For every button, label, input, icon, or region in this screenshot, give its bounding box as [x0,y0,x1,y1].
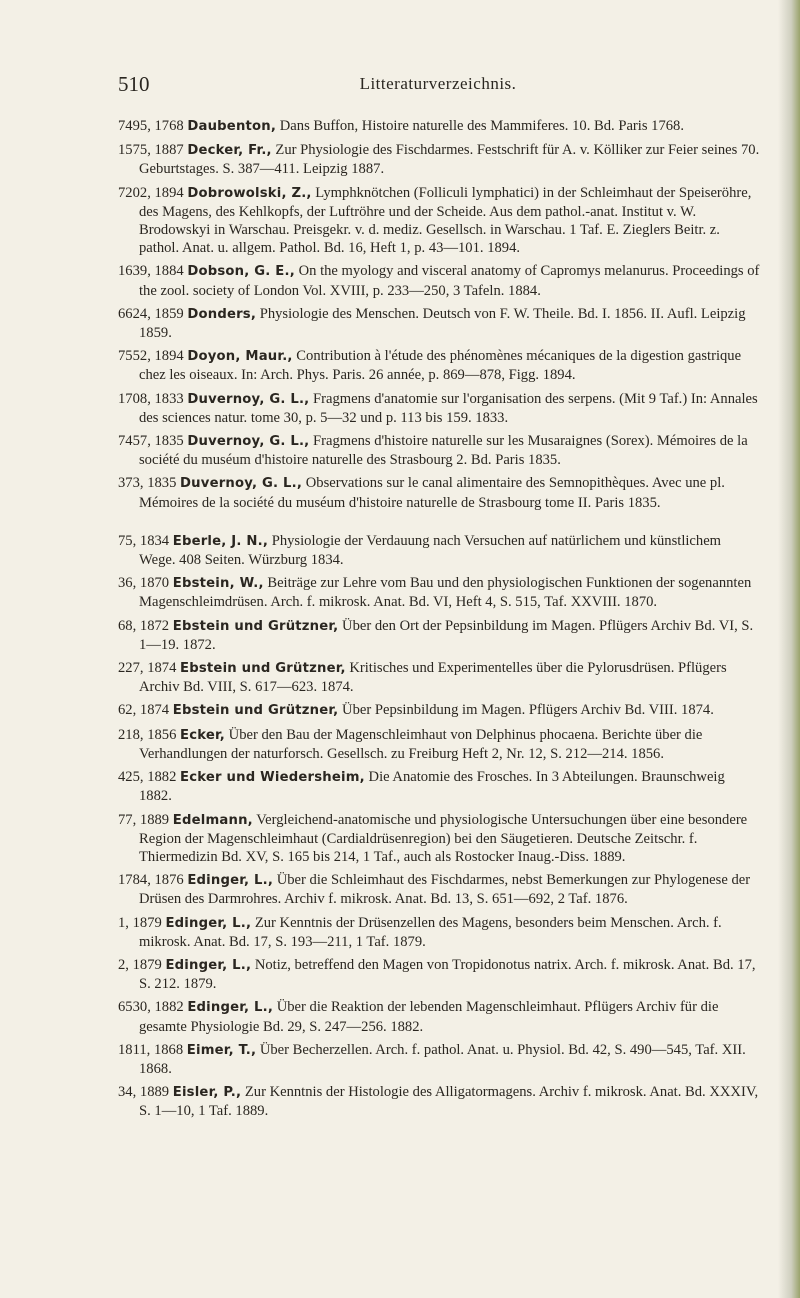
entry-number: 1784, 1876 [118,872,184,889]
entry-number: 227, 1874 [118,660,177,677]
bibliography-entry [118,956,760,993]
entry-text: Über den Ort der Pepsinbildung im Magen. Pflügers Archiv Bd. VI, S. 1—19. 1872. [139,617,754,653]
entry-number: 7202, 1894 [118,184,184,201]
bibliography-entry [118,532,760,569]
entry-author: Duvernoy, G. L., [180,476,303,492]
entry-author: Daubenton, [187,119,277,134]
entry-text: Zur Kenntnis der Histologie des Alligatormagens. Archiv f. mikrosk. Anat. Bd. XXXIV, S. 1—10, 1 Taf. 1889. [139,1084,759,1120]
entry-text: Notiz, betreffend den Magen von Tropidonotus natrix. Arch. f. mikrosk. Anat. Bd. 17, S. 212. 1879. [139,956,756,993]
entry-text: Die Anatomie des Frosches. In 3 Abteilungen. Braunschweig 1882. [139,769,725,805]
bibliography-entry [118,305,760,342]
entry-text: Beiträge zur Lehre vom Bau und den physiologischen Funktionen der sogenannten Magenschleimdrüsen. Arch. f. mikrosk. Anat. Bd. VI, Heft 4, S. 515, Taf. XXVIII. 1870. [139,575,752,611]
bibliography-entry [118,701,760,720]
entry-author: Duvernoy, G. L., [187,391,310,407]
entry-number: 36, 1870 [118,575,170,592]
bibliography-entry [118,262,760,299]
entry-author: Ebstein und Grützner, [172,703,339,719]
entry-number: 75, 1834 [118,532,170,549]
entry-author: Edinger, L., [165,915,252,931]
page-number: 510 [118,72,150,96]
entry-number: 1811, 1868 [118,1041,184,1058]
entry-number: 2, 1879 [118,956,162,973]
entry-text: Physiologie des Menschen. Deutsch von F. W. Theile. Bd. I. 1856. II. Aufl. Leipzig 1859. [139,305,746,342]
bibliography-entry [118,574,760,611]
entry-number: 1575, 1887 [118,142,184,159]
entry-text: Fragmens d'anatomie sur l'organisation des serpens. (Mit 9 Taf.) In: Annales des sciences natur. tome 30, p. 5—32 und p. 113 bis 159. 1833. [139,390,758,426]
entry-number: 7457, 1835 [118,433,184,450]
entry-author: Edelmann, [172,812,253,828]
entry-number: 7552, 1894 [118,348,184,365]
entry-text: Contribution à l'étude des phénomènes mécaniques de la digestion gastrique chez les oiseaux. In: Arch. Phys. Paris. 26 année, p. 869—878, Figg. 1894. [139,348,742,384]
bibliography-entry [118,390,760,427]
entry-text: Über Pepsinbildung im Magen. Pflügers Archiv Bd. VIII. 1874. [338,702,714,719]
entry-author: Dobrowolski, Z., [187,185,312,201]
entry-text: Fragmens d'histoire naturelle sur les Musaraignes (Sorex). Mémoires de la société du muséum d'histoire naturelle des Strasbourg 2. Bd. Paris 1835. [139,433,748,469]
entry-text: Über Becherzellen. Arch. f. pathol. Anat. u. Physiol. Bd. 42, S. 490—545, Taf. XII. 1868. [139,1041,746,1077]
page-header [118,72,758,96]
bibliography-entry [118,1041,760,1078]
entry-author: Ebstein und Grützner, [180,661,346,677]
bibliography-entry [118,811,760,867]
entry-text: Dans Buffon, Histoire naturelle des Mammiferes. 10. Bd. Paris 1768. [276,118,684,134]
entry-author: Edinger, L., [165,957,252,973]
entry-author: Eberle, J. N., [172,533,269,549]
entry-author: Donders, [187,306,257,322]
bibliography-entry [118,347,760,384]
entry-author: Ecker, [180,727,225,743]
bibliography-entry [118,184,760,258]
entry-number: 1708, 1833 [118,390,184,407]
entry-text: Über die Reaktion der lebenden Magenschleimhaut. Pflügers Archiv für die gesamte Physiologie Bd. 29, S. 247—256. 1882. [139,999,719,1035]
bibliography-entry [118,474,760,511]
entry-number: 373, 1835 [118,475,177,492]
entry-text: Lymphknötchen (Folliculi lymphatici) in der Schleimhaut der Speiseröhre, des Magens, des Kehlkopfs, der Luftröhre und der Scheide. Aus dem pathol.-anat. Institut v. W. Brodowskyi in Warschau. Preisgekr. v. d. mediz. Gesellsch. in Warschau. 1 Taf. E. Zieglers Beitr. z. pathol. Anat. u. allgem. Pathol. Bd. 16, Heft 1, p. 43—101. 1894. [139,184,752,257]
entry-text: Physiologie der Verdauung nach Versuchen auf natürlichem und künstlichem Wege. 408 Seiten. Würzburg 1834. [139,532,722,569]
entry-number: 1, 1879 [118,914,162,931]
entry-number: 425, 1882 [118,769,177,786]
bibliography-entry [118,617,760,654]
entry-author: Ebstein und Grützner, [172,618,339,634]
entry-author: Dobson, G. E., [187,264,295,280]
entry-author: Ecker und Wiedersheim, [180,770,365,786]
entry-author: Edinger, L., [187,1000,274,1016]
entry-number: 68, 1872 [118,617,170,634]
entry-number: 6530, 1882 [118,999,184,1016]
bibliography-list [118,117,760,1126]
entry-author: Doyon, Maur., [187,349,293,365]
entry-author: Eimer, T., [186,1042,257,1058]
bibliography-entry [118,432,760,469]
bibliography-entry [118,726,760,763]
bibliography-entry [118,998,760,1035]
bibliography-entry [118,871,760,908]
entry-number: 62, 1874 [118,702,170,719]
bibliography-entry [118,1083,760,1120]
bibliography-entry [118,117,760,136]
bibliography-entry [118,768,760,805]
entry-text: Kritisches und Experimentelles über die Pylorusdrüsen. Pflügers Archiv Bd. VIII, S. 617—623. 1874. [139,660,727,696]
bibliography-entry [118,914,760,951]
entry-text: Observations sur le canal alimentaire des Semnopithèques. Avec une pl. Mémoires de la société du muséum d'histoire naturelle de Strasbourg tome II. Paris 1835. [139,475,725,511]
entry-author: Ebstein, W., [172,576,264,592]
entry-number: 34, 1889 [118,1084,170,1101]
entry-number: 6624, 1859 [118,305,184,322]
entry-text: Zur Kenntnis der Drüsenzellen des Magens, besonders beim Menschen. Arch. f. mikrosk. Anat. Bd. 17, S. 193—211, 1 Taf. 1879. [139,914,722,950]
running-head: Litteraturverzeichnis. [359,74,517,93]
entry-text: On the myology and visceral anatomy of Capromys melanurus. Proceedings of the zool. society of London Vol. XVIII, p. 233—250, 3 Tafeln. 1884. [139,263,760,299]
entry-number: 77, 1889 [118,811,170,828]
entry-text: Über den Bau der Magenschleimhaut von Delphinus phocaena. Berichte über die Verhandlungen der naturforsch. Gesellsch. zu Freiburg Heft 2, Nr. 12, S. 212—214. 1856. [139,726,703,762]
page-edge-shadow [778,0,800,1298]
entry-number: 7495, 1768 [118,118,184,134]
entry-author: Decker, Fr., [187,143,272,159]
entry-author: Duvernoy, G. L., [187,434,310,450]
entry-author: Eisler, P., [172,1085,242,1101]
entry-number: 1639, 1884 [118,263,184,280]
bibliography-entry [118,141,760,178]
entry-text: Vergleichend-anatomische und physiologische Untersuchungen über eine besondere Region der Magenschleimhaut (Cardialdrüsenregion) bei den Säugetieren. Deutsche Zeitschr. f. Thiermedizin Bd. XV, S. 165 bis 214, 1 Taf., auch als Rostocker Inaug.-Diss. 1889. [139,811,748,865]
entry-number: 218, 1856 [118,726,177,743]
bibliography-entry [118,659,760,696]
entry-author: Edinger, L., [187,873,274,889]
entry-text: Über die Schleimhaut des Fischdarmes, nebst Bemerkungen zur Phylogenese der Drüsen des Darmrohres. Archiv f. mikrosk. Anat. Bd. 13, S. 651—692, 2 Taf. 1876. [139,872,751,908]
entry-text: Zur Physiologie des Fischdarmes. Festschrift für A. v. Kölliker zur Feier seines 70. Geburtstages. S. 387—411. Leipzig 1887. [139,142,760,178]
